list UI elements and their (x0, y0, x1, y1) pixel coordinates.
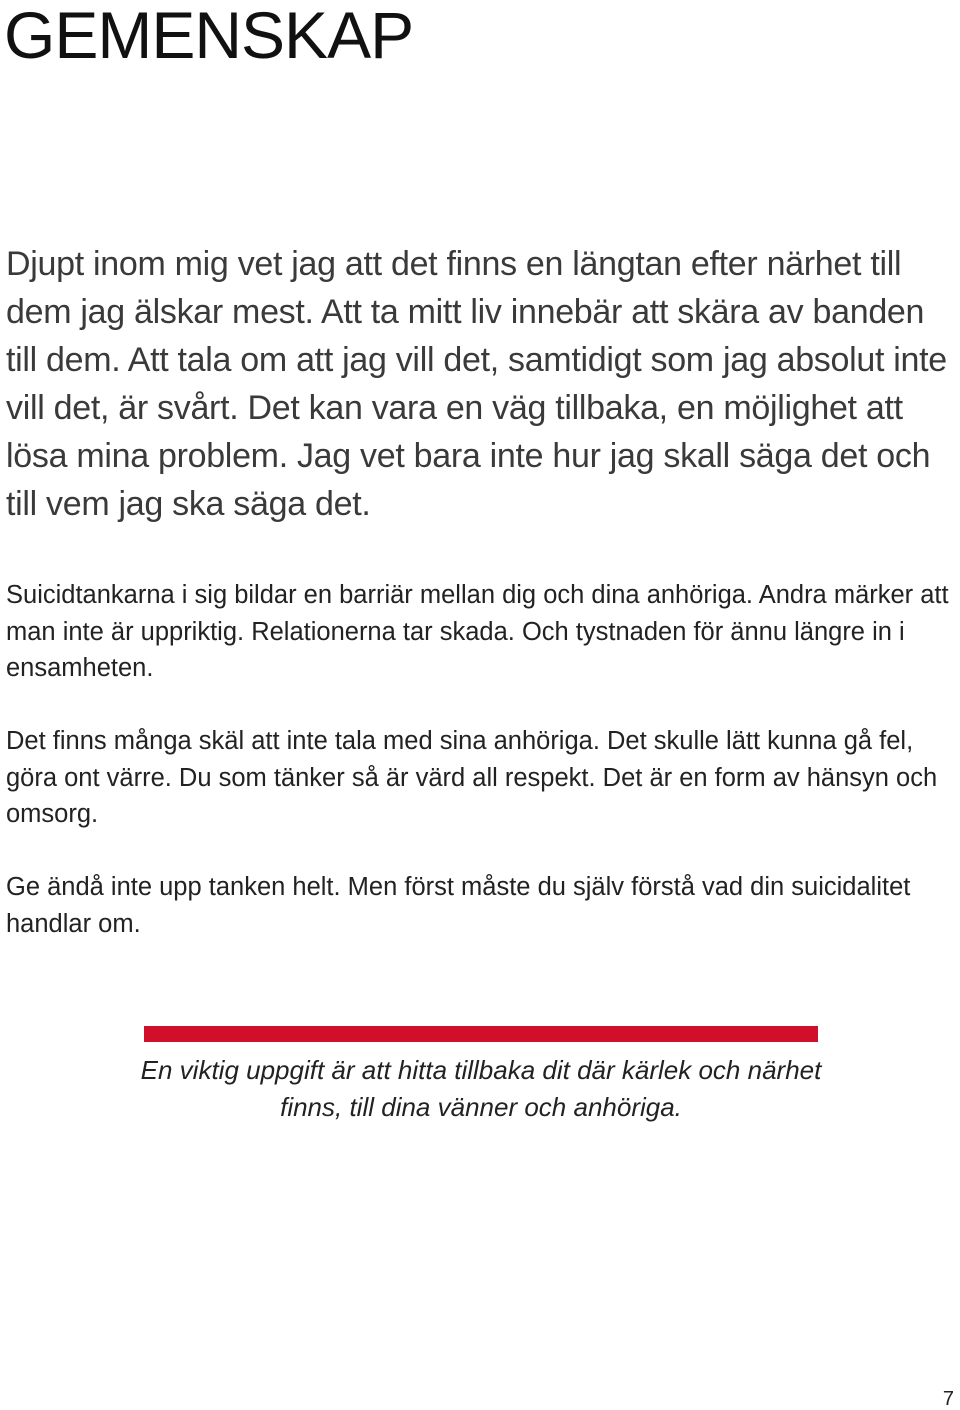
accent-divider (144, 1026, 818, 1042)
body-paragraph-1: Suicidtankarna i sig bildar en barriär mellan dig och dina anhöriga. Andra märker att man inte är uppriktig. Relationerna tar skada. Och tystnaden för ännu längre in i ensamheten. (6, 581, 949, 682)
body-paragraph-2: Det finns många skäl att inte tala med sina anhöriga. Det skulle lätt kunna gå fel, göra ont värre. Du som tänker så är värd all respekt. Det är en form av hänsyn och omsorg. (6, 727, 938, 828)
lead-paragraph: Djupt inom mig vet jag att det finns en längtan efter närhet till dem jag älskar mest. Att ta mitt liv innebär att skära av banden till dem. Att tala om att jag vill det, samtidigt som jag absolut inte vill det, är svårt. Det kan vara en väg tillbaka, en möjlighet att lösa mina problem. Jag vet bara inte hur jag skall säga det och till vem jag ska säga det. (6, 245, 947, 523)
pull-quote: En viktig uppgift är att hitta tillbaka dit där kärlek och närhet finns, till dina vänner och anhöriga. (140, 1055, 822, 1122)
page-number: 7 (942, 1388, 954, 1410)
body-paragraph-3: Ge ändå inte upp tanken helt. Men först måste du själv förstå vad din suicidalitet handlar om. (6, 873, 911, 938)
page-title: GEMENSKAP (4, 0, 414, 72)
